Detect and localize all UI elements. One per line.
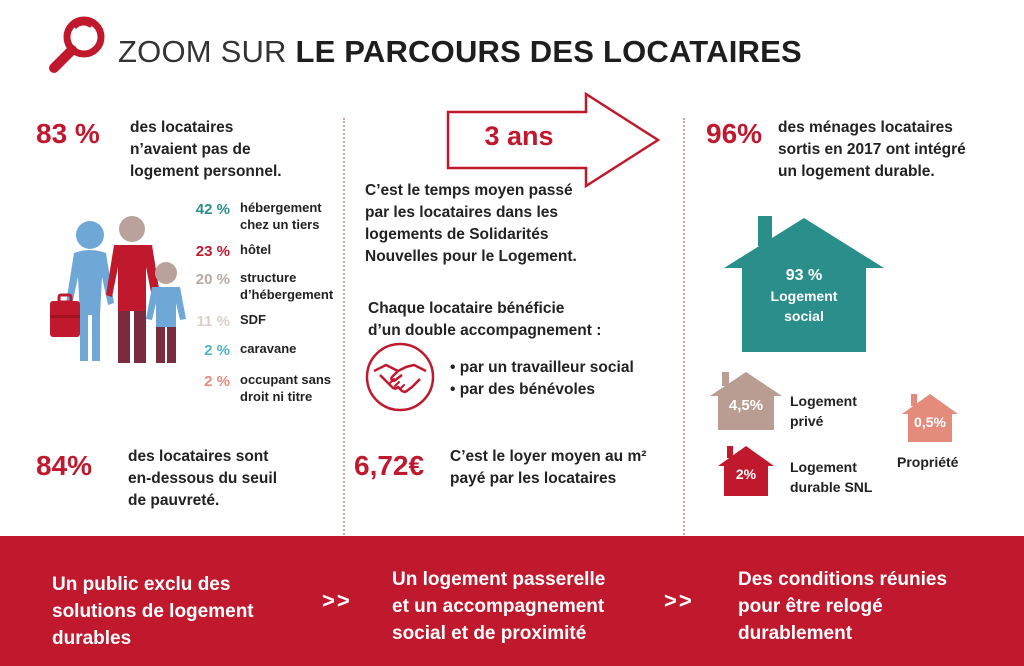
private-housing-line1: Logement	[790, 393, 857, 409]
stat-83-line2: n’avaient pas de	[130, 141, 251, 158]
breakdown-label	[240, 371, 331, 405]
duration-line1: C’est le temps moyen passé	[365, 182, 573, 199]
social-housing-label	[742, 266, 866, 326]
breakdown-pct: 23 %	[195, 243, 230, 260]
support-item: • par un travailleur social	[450, 359, 634, 376]
breakdown-label-line1: SDF	[240, 312, 266, 327]
snl-housing-line1: Logement	[790, 459, 857, 475]
banner-separator-2: >>	[664, 588, 694, 613]
breakdown-row	[184, 198, 344, 238]
column-divider-right	[683, 118, 685, 538]
banner-col3-line3: durablement	[738, 623, 853, 644]
banner-col2-line3: social et de proximité	[392, 623, 587, 644]
support-text	[368, 298, 668, 342]
page-title	[118, 34, 802, 70]
breakdown-label-line1: structure	[240, 270, 297, 285]
breakdown-label-line1: hôtel	[240, 242, 272, 257]
private-housing-label	[790, 391, 857, 431]
stat-84-line1: des locataires sont	[128, 448, 269, 465]
stat-96-value: 96%	[706, 118, 763, 149]
stat-84-text	[128, 446, 338, 512]
duration-line2: par les locataires dans les	[365, 204, 558, 221]
banner-col1-line2: solutions de logement	[52, 601, 254, 622]
arrow-label: 3 ans	[484, 121, 554, 151]
breakdown-row	[184, 339, 344, 361]
stat-84-value: 84%	[36, 450, 93, 481]
handshake-icon	[364, 341, 436, 413]
stat-96-line1: des ménages locataires	[778, 119, 953, 136]
breakdown-label-line1: hébergement	[240, 200, 322, 215]
banner-col1	[52, 571, 312, 652]
banner-col3-line2: pour être relogé	[738, 596, 883, 617]
ownership-label: Propriété	[897, 454, 959, 470]
title-bold: LE PARCOURS DES LOCATAIRES	[295, 34, 802, 69]
social-housing-pct: 93 %	[785, 267, 823, 284]
social-housing-line2: social	[784, 308, 824, 324]
title-light: ZOOM SUR	[118, 34, 296, 69]
breakdown-label-line1: caravane	[240, 341, 297, 356]
breakdown-label	[240, 199, 322, 233]
breakdown-pct: 2 %	[204, 373, 230, 390]
breakdown-row	[184, 310, 344, 332]
banner-col3-line1: Des conditions réunies	[738, 569, 948, 590]
breakdown-pct: 20 %	[195, 271, 230, 288]
rent-line1: C’est le loyer moyen au m²	[450, 448, 647, 465]
support-line1: Chaque locataire bénéficie	[368, 300, 565, 317]
stat-84-line2: en-dessous du seuil	[128, 470, 278, 487]
breakdown-row	[184, 370, 344, 410]
breakdown-row	[184, 268, 344, 308]
stat-83-value: 83 %	[36, 118, 100, 149]
social-housing-line1: Logement	[770, 288, 838, 304]
stat-83-text	[130, 117, 330, 183]
magnifier-icon	[46, 12, 108, 76]
snl-housing-line2: durable SNL	[790, 479, 873, 495]
support-list	[450, 357, 670, 401]
stat-83-line1: des locataires	[130, 119, 234, 136]
breakdown-label	[240, 241, 271, 258]
breakdown-label-line1: occupant sans	[240, 372, 332, 387]
breakdown-label-line2: droit ni titre	[240, 389, 313, 404]
breakdown-label	[240, 311, 266, 328]
support-item: • par des bénévoles	[450, 381, 595, 398]
banner-col2-line2: et un accompagnement	[392, 596, 605, 617]
support-line2: d’un double accompagnement :	[368, 322, 602, 339]
breakdown-pct: 42 %	[195, 201, 230, 218]
duration-text	[365, 180, 675, 268]
stat-96-text	[778, 117, 1014, 183]
banner-col3	[738, 566, 1008, 647]
banner-separator-1: >>	[322, 588, 352, 613]
private-housing-pct: 4,5%	[728, 397, 764, 414]
breakdown-row	[184, 240, 344, 262]
breakdown-label	[240, 269, 333, 303]
breakdown-pct: 2 %	[204, 342, 230, 359]
banner-col1-line3: durables	[52, 628, 132, 649]
rent-line2: payé par les locataires	[450, 470, 617, 487]
family-illustration	[48, 215, 190, 365]
snl-housing-label	[790, 457, 872, 497]
breakdown-label	[240, 340, 296, 357]
snl-housing-pct: 2%	[735, 466, 757, 482]
duration-line3: logements de Solidarités	[365, 226, 549, 243]
banner-col2-line1: Un logement passerelle	[392, 569, 606, 590]
duration-line4: Nouvelles pour le Logement.	[365, 248, 577, 265]
rent-value: 6,72€	[354, 450, 425, 481]
breakdown-label-line2: chez un tiers	[240, 217, 320, 232]
breakdown-label-line2: d’hébergement	[240, 287, 334, 302]
private-housing-line2: privé	[790, 413, 824, 429]
stat-84-line3: de pauvreté.	[128, 492, 220, 509]
banner-col1-line1: Un public exclu des	[52, 574, 231, 595]
banner-col2	[392, 566, 662, 647]
stat-96-line3: un logement durable.	[778, 163, 935, 180]
ownership-pct: 0,5%	[914, 414, 946, 430]
stat-96-line2: sortis en 2017 ont intégré	[778, 141, 966, 158]
breakdown-pct: 11 %	[196, 313, 230, 330]
rent-text	[450, 446, 680, 490]
stat-83-line3: logement personnel.	[130, 163, 282, 180]
